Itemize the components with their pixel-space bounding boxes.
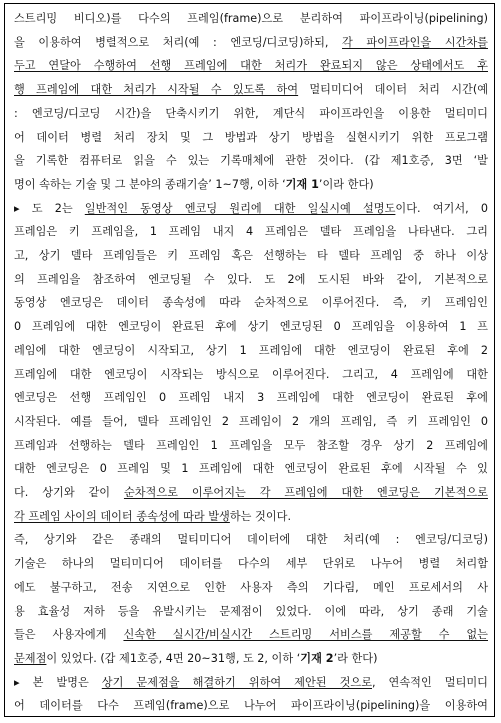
- text-span: 0 프레임에 대한 엔코딩이 완료된 후에 상기 엔코딩된 0 프레임을 이용하여 1 프: [14, 320, 488, 334]
- text-span: 다. 상기와 같이: [14, 486, 124, 499]
- text-span: 의 프레임을 참조하여 엔코딩될 수 있다. 도 2에 도시된 바와 같이, 기본적으로: [14, 272, 488, 286]
- text-span: 프레임에 대한 엔코딩이 시작되는 방식으로 이루어진다. 그리고, 4 프레임에 대한: [14, 367, 488, 381]
- text-line: [14, 243, 488, 269]
- text-span: 하는 것이다.: [229, 509, 292, 523]
- text-line: [14, 77, 488, 103]
- text-line: [14, 551, 488, 577]
- text-line: [14, 575, 488, 601]
- text-span: 멀티미디어 데이터 처리 시간(예: [298, 83, 488, 97]
- text-span: 에도 불구하고, 전송 지연으로 인한 사용자 측의 기다림, 메인 프로세서의 사: [14, 580, 488, 594]
- text-span: ▸ 본 발명은: [14, 675, 102, 689]
- text-span: ▸ 도 2는: [14, 201, 85, 215]
- text-line: [14, 30, 488, 56]
- underlined-text: 각 프레임 사이의 데이터 종속성에 따라 발생: [14, 509, 230, 523]
- text-span: 어 데이터 병렬 처리 장치 및 그 방법과 상기 방법을 실현시키기 위한 프로그램: [14, 130, 488, 144]
- text-line: [14, 670, 488, 696]
- text-line: [14, 53, 488, 79]
- text-span: 동영상 엔코딩은 데이터 종속성에 따라 순차적으로 이루어진다. 즉, 키 프레임인: [14, 296, 488, 310]
- text-span: 이 있었다. (갑 제1호증, 4면 20~31행, 도 2, 이하 ‘: [46, 651, 301, 665]
- underlined-text: 문제점: [14, 651, 47, 665]
- underlined-text: 일반적인 동영상 엔코딩 원리에 대한 일실시예 설명도: [84, 201, 396, 215]
- underlined-text: 신속한 실시간/비실시간 스트리밍 서비스를 제공할 수 없는: [123, 628, 488, 642]
- text-span: 이다. 여기서, 0: [395, 201, 488, 215]
- bold-text: 기재 1: [285, 177, 319, 191]
- text-line: [14, 385, 488, 411]
- text-line: [14, 622, 488, 648]
- text-span: 대한 엔코딩은 0 프레임 및 1 프레임에 대한 엔코딩이 완료된 후에 시작될 수 있: [14, 462, 488, 476]
- text-line: [14, 646, 488, 672]
- text-line: [14, 267, 488, 293]
- text-span: : 엔코딩/디코딩 시간)을 단축시키기 위한, 계단식 파이프라인을 이용한 멀티미디: [14, 106, 488, 120]
- text-line: [14, 219, 488, 245]
- text-line: [14, 290, 488, 316]
- text-line: [14, 599, 488, 625]
- text-span: 즉, 상기와 같은 종래의 멀티미디어 데이터에 대한 처리(예 : 엔코딩/디코딩): [14, 533, 488, 547]
- text-line: [14, 6, 488, 32]
- text-line: [14, 172, 488, 198]
- text-line: [14, 480, 488, 506]
- text-line: [14, 693, 488, 717]
- text-line: [14, 504, 488, 530]
- text-span: 을 기록한 컴퓨터로 읽을 수 있는 기록매체에 관한 것이다. (갑 제1호증, 3면 ‘발: [14, 154, 488, 168]
- document-frame: [4, 3, 495, 717]
- bold-text: 기재 2: [300, 651, 334, 665]
- underlined-text: 두고 연달아 수행하여 선행 프레임에 대한 처리가 완료되지 않은 상태에서도 후: [14, 59, 488, 73]
- text-span: 엔코딩은 선행 프레임인 0 프레임 내지 3 프레임에 대한 엔코딩이 완료된 후에: [14, 391, 488, 405]
- text-span: 들은 사용자에게: [14, 628, 124, 642]
- text-line: [14, 196, 488, 222]
- text-span: 을 이용하여 병렬적으로 처리(예 : 엔코딩/디코딩)하되,: [14, 35, 343, 49]
- text-span: , 연속적인 멀티미디: [372, 675, 488, 689]
- text-span: ’라 한다): [333, 651, 378, 665]
- text-span: 용 효율성 저하 등을 유발시키는 문제점이 있었다. 이에 따라, 상기 종래 기술: [14, 604, 488, 618]
- text-line: [14, 433, 488, 459]
- text-line: [14, 125, 488, 151]
- text-line: [14, 148, 488, 174]
- text-span: 기술은 하나의 멀티미디어 데이터를 다수의 세부 단위로 나누어 병렬 처리함: [14, 557, 488, 571]
- text-line: [14, 314, 488, 340]
- text-line: [14, 338, 488, 364]
- text-line: [14, 362, 488, 388]
- text-span: 고, 상기 델타 프레임들은 키 프레임 혹은 선행하는 타 델타 프레임 중 하나 이상: [14, 249, 488, 262]
- text-span: ’이라 한다): [318, 177, 374, 191]
- text-line: [14, 456, 488, 482]
- text-span: 시작된다. 예를 들어, 델타 프레임인 2 프레임이 2 개의 프레임, 즉 키 프레임인 0: [14, 414, 488, 428]
- text-span: 레임에 대한 엔코딩이 시작되고, 상기 1 프레임에 대한 엔코딩이 완료된 후에 2: [14, 343, 488, 357]
- underlined-text: 상기 문제점을 해결하기 위하여 제안된 것으로: [101, 675, 373, 689]
- text-line: [14, 527, 488, 553]
- text-span: 스트리밍 비디오)를 다수의 프레임(frame)으로 분리하여 파이프라이닝(pipelining): [14, 12, 488, 25]
- text-span: 명이 속하는 기술 및 그 분야의 종래기술’ 1~7행, 이하 ‘: [14, 177, 286, 191]
- text-line: [14, 409, 488, 435]
- underlined-text: 각 파이프라인을 시간차를: [342, 35, 488, 49]
- underlined-text: 순차적으로 이루어지는 각 프레임에 대한 엔코딩은 기본적으로: [123, 486, 488, 499]
- text-span: 프레임은 키 프레임을, 1 프레임 내지 4 프레임은 델타 프레임을 나타낸다. 그리: [14, 225, 488, 239]
- underlined-text: 행 프레임에 대한 처리가 시작될 수 있도록 하여: [14, 83, 299, 97]
- text-span: 어 데이터를 다수 프레임(frame)으로 나누어 파이프라이닝(pipelining)을 이용하여: [14, 699, 488, 713]
- text-line: [14, 101, 488, 127]
- text-span: 프레임과 선행하는 델타 프레임인 1 프레임을 모두 참조할 경우 상기 2 프레임에: [14, 438, 488, 452]
